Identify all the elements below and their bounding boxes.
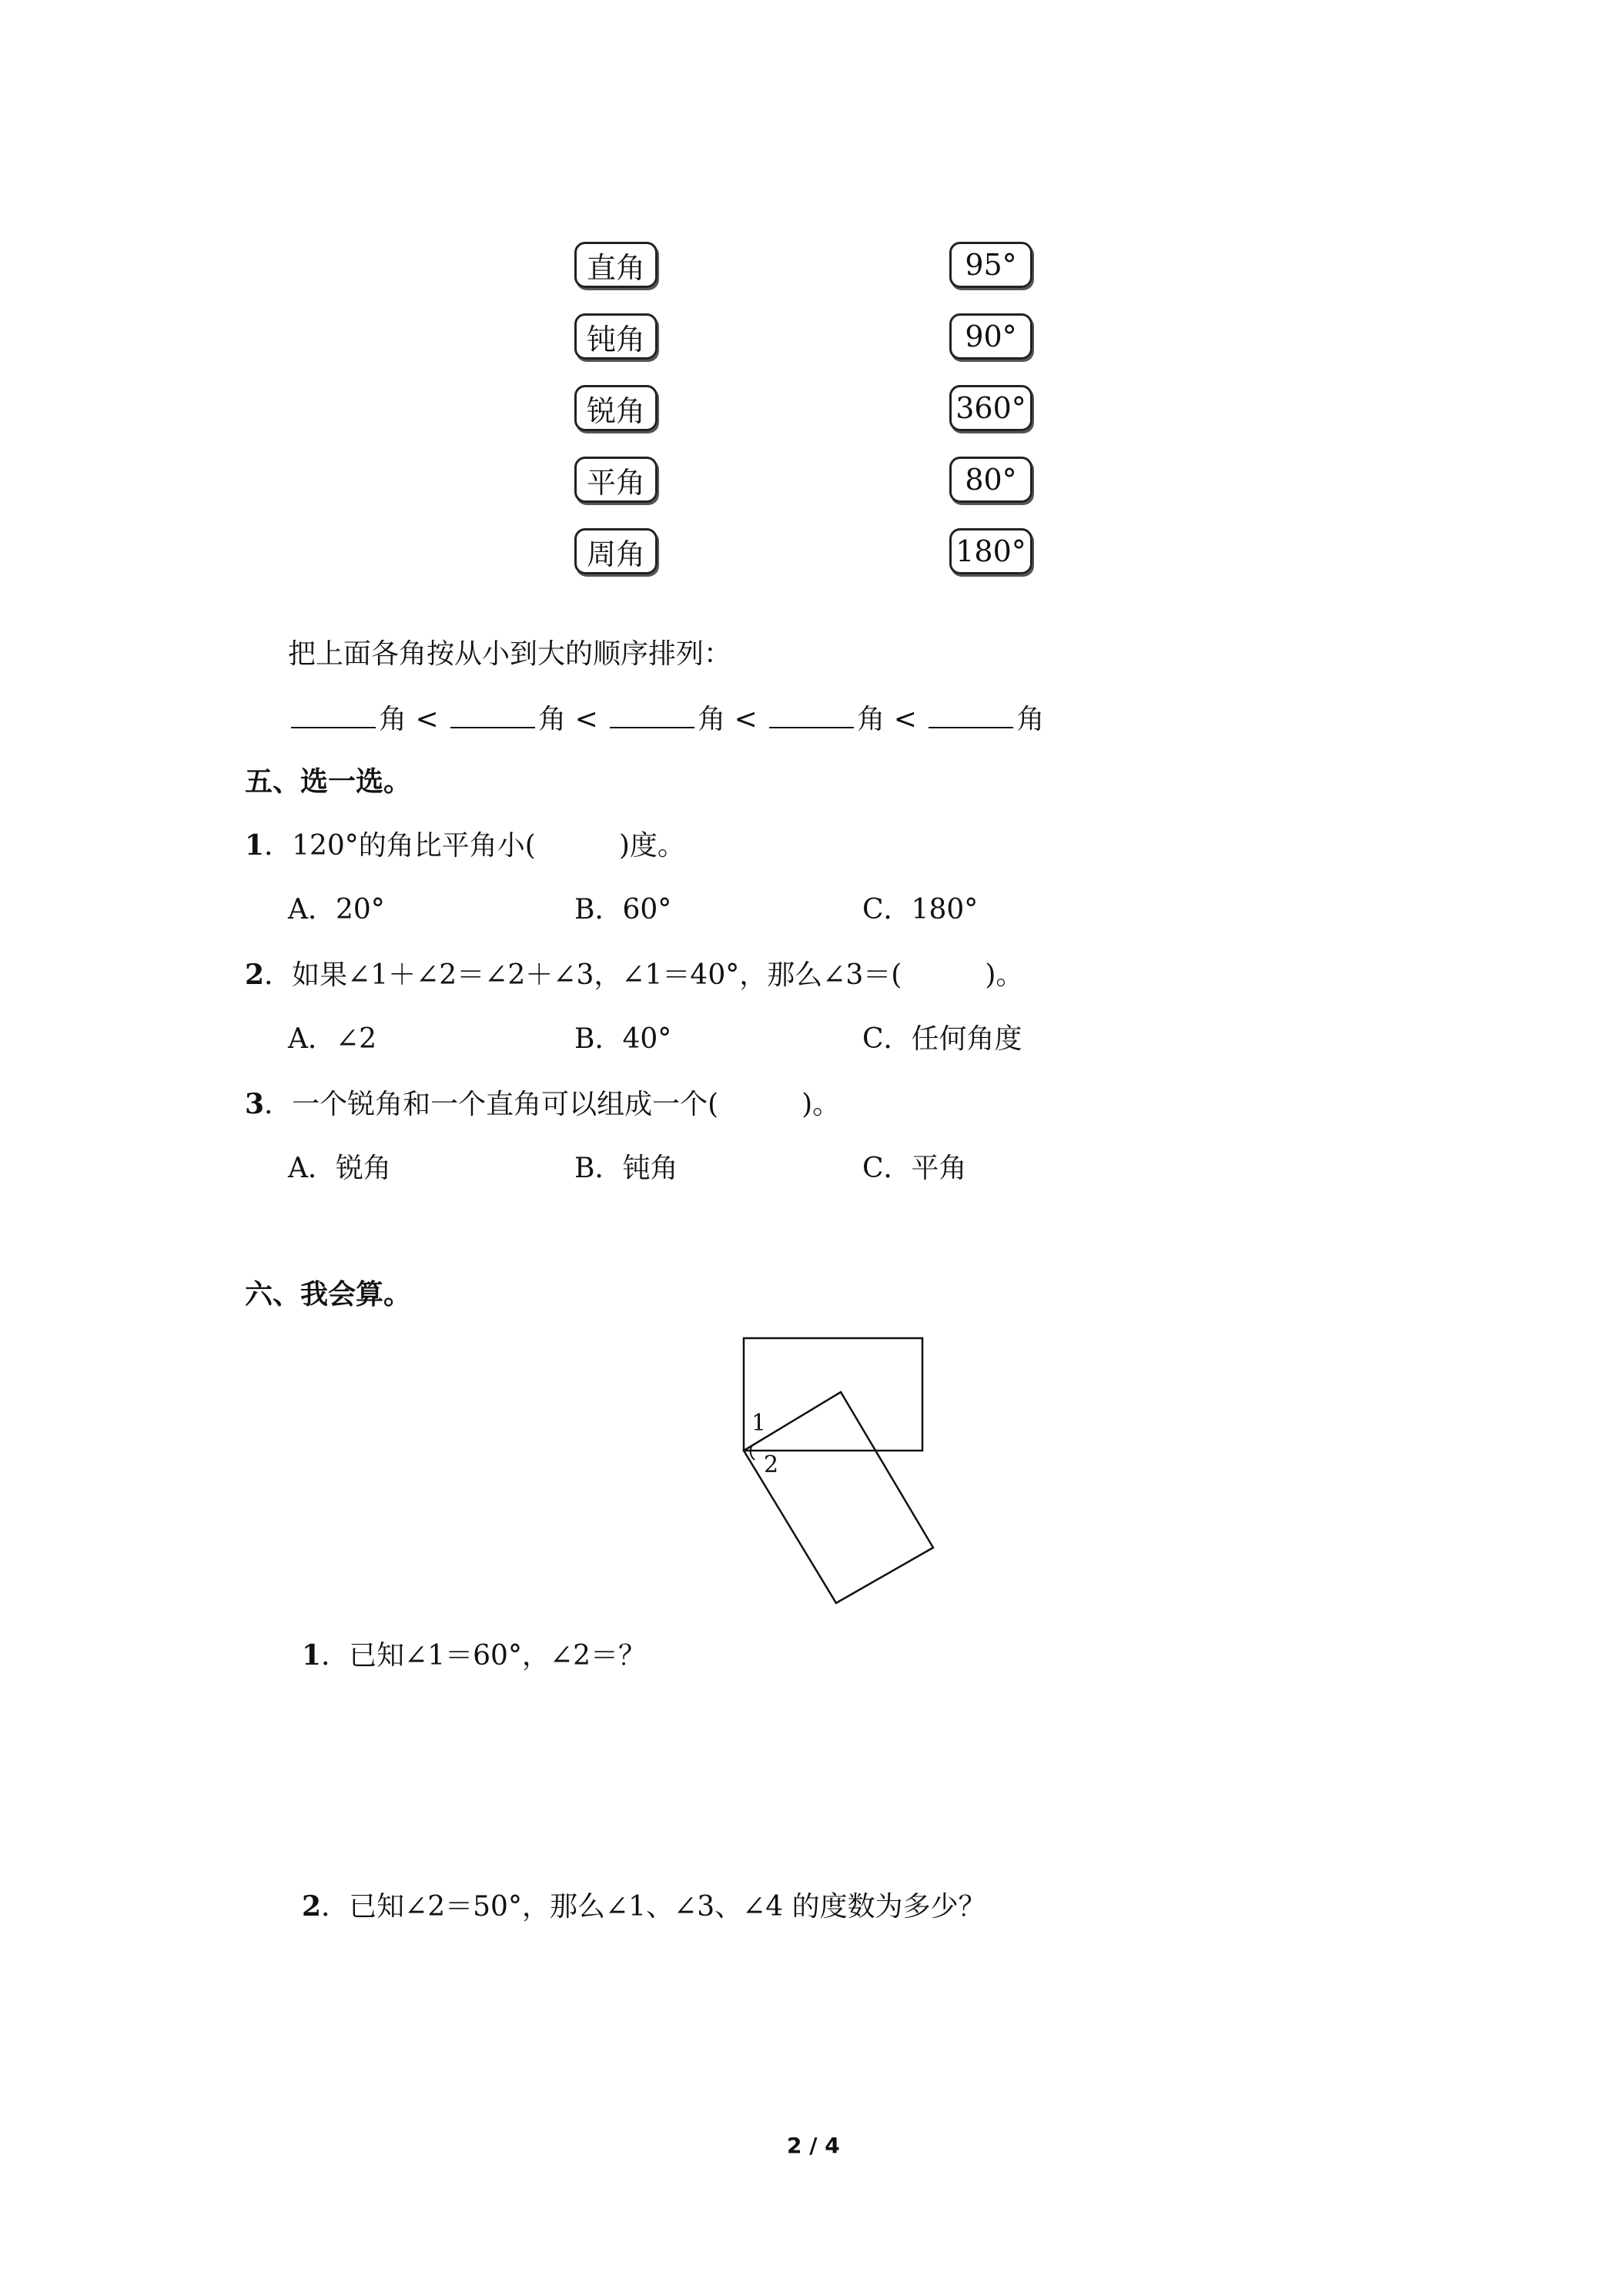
answer-blank[interactable] (610, 701, 694, 728)
option-c[interactable]: C．平角 (862, 1153, 967, 1184)
angle-name-box: 平角 (574, 457, 658, 503)
question-number: 3 (245, 1088, 265, 1120)
angle-arc (751, 1444, 755, 1460)
option-a[interactable]: A．20° (288, 894, 385, 925)
unit-label: 角 (538, 704, 567, 735)
unit-label: 角 (698, 704, 726, 735)
question-text: 已知∠1＝60°，∠2＝？ (349, 1640, 647, 1672)
section-title: 五、选一选。 (245, 766, 412, 798)
angle-name-box: 锐角 (574, 385, 658, 431)
question-number: 2 (245, 959, 265, 991)
option-a[interactable]: A．∠2 (288, 1023, 377, 1055)
question-text: 一个锐角和一个直角可以组成一个( )。 (292, 1089, 841, 1120)
angle-label-1: 1 (751, 1410, 767, 1437)
question-text: 120°的角比平角小( )度。 (292, 830, 685, 862)
order-prompt: 把上面各角按从小到大的顺序排列： (288, 638, 732, 670)
question-number: 2 (302, 1890, 322, 1923)
question: 2．已知∠2＝50°，那么∠1、∠3、∠4 的度数为多少？ (302, 1890, 986, 1923)
option-a[interactable]: A．锐角 (288, 1153, 391, 1184)
unit-label: 角 (1016, 704, 1045, 735)
question-text: 已知∠2＝50°，那么∠1、∠3、∠4 的度数为多少？ (349, 1891, 986, 1923)
order-fill-line (288, 701, 1044, 737)
section-title: 六、我会算。 (245, 1279, 412, 1310)
unit-label: 角 (857, 704, 885, 735)
option-b[interactable]: B．钝角 (574, 1153, 678, 1184)
question: 1．已知∠1＝60°，∠2＝？ (302, 1639, 647, 1672)
answer-blank[interactable] (291, 701, 376, 728)
option-c[interactable]: C．180° (862, 894, 979, 925)
angle-name-box: 钝角 (574, 313, 658, 360)
angle-degree-box: 180° (949, 528, 1032, 574)
angle-degree-box: 95° (949, 242, 1032, 288)
unit-label: 角 (379, 704, 407, 735)
angle-degree-box: 90° (949, 313, 1032, 360)
angle-name-box: 直角 (574, 242, 658, 288)
less-than-sign: < (574, 704, 598, 735)
question: 3．一个锐角和一个直角可以组成一个( )。 (245, 1088, 841, 1120)
answer-blank[interactable] (450, 701, 535, 728)
question-number: 1 (302, 1639, 322, 1672)
less-than-sign: < (415, 704, 439, 735)
answer-blank[interactable] (769, 701, 854, 728)
horizontal-rectangle (744, 1338, 922, 1451)
angle-label-2: 2 (764, 1451, 779, 1478)
option-b[interactable]: B．40° (574, 1023, 672, 1055)
question: 2．如果∠1＋∠2＝∠2＋∠3，∠1＝40°，那么∠3＝( )。 (245, 959, 1024, 991)
option-b[interactable]: B．60° (574, 894, 672, 925)
less-than-sign: < (734, 704, 758, 735)
angle-degree-box: 360° (949, 385, 1032, 431)
option-c[interactable]: C．任何角度 (862, 1023, 1022, 1055)
angle-degree-box: 80° (949, 457, 1032, 503)
folded-rectangle (744, 1392, 933, 1603)
page-number: 2 / 4 (787, 2133, 840, 2158)
question-text: 如果∠1＋∠2＝∠2＋∠3，∠1＝40°，那么∠3＝( )。 (292, 959, 1024, 991)
question-number: 1 (245, 829, 265, 862)
question: 1．120°的角比平角小( )度。 (245, 829, 685, 862)
less-than-sign: < (893, 704, 917, 735)
answer-blank[interactable] (929, 701, 1013, 728)
angle-name-box: 周角 (574, 528, 658, 574)
